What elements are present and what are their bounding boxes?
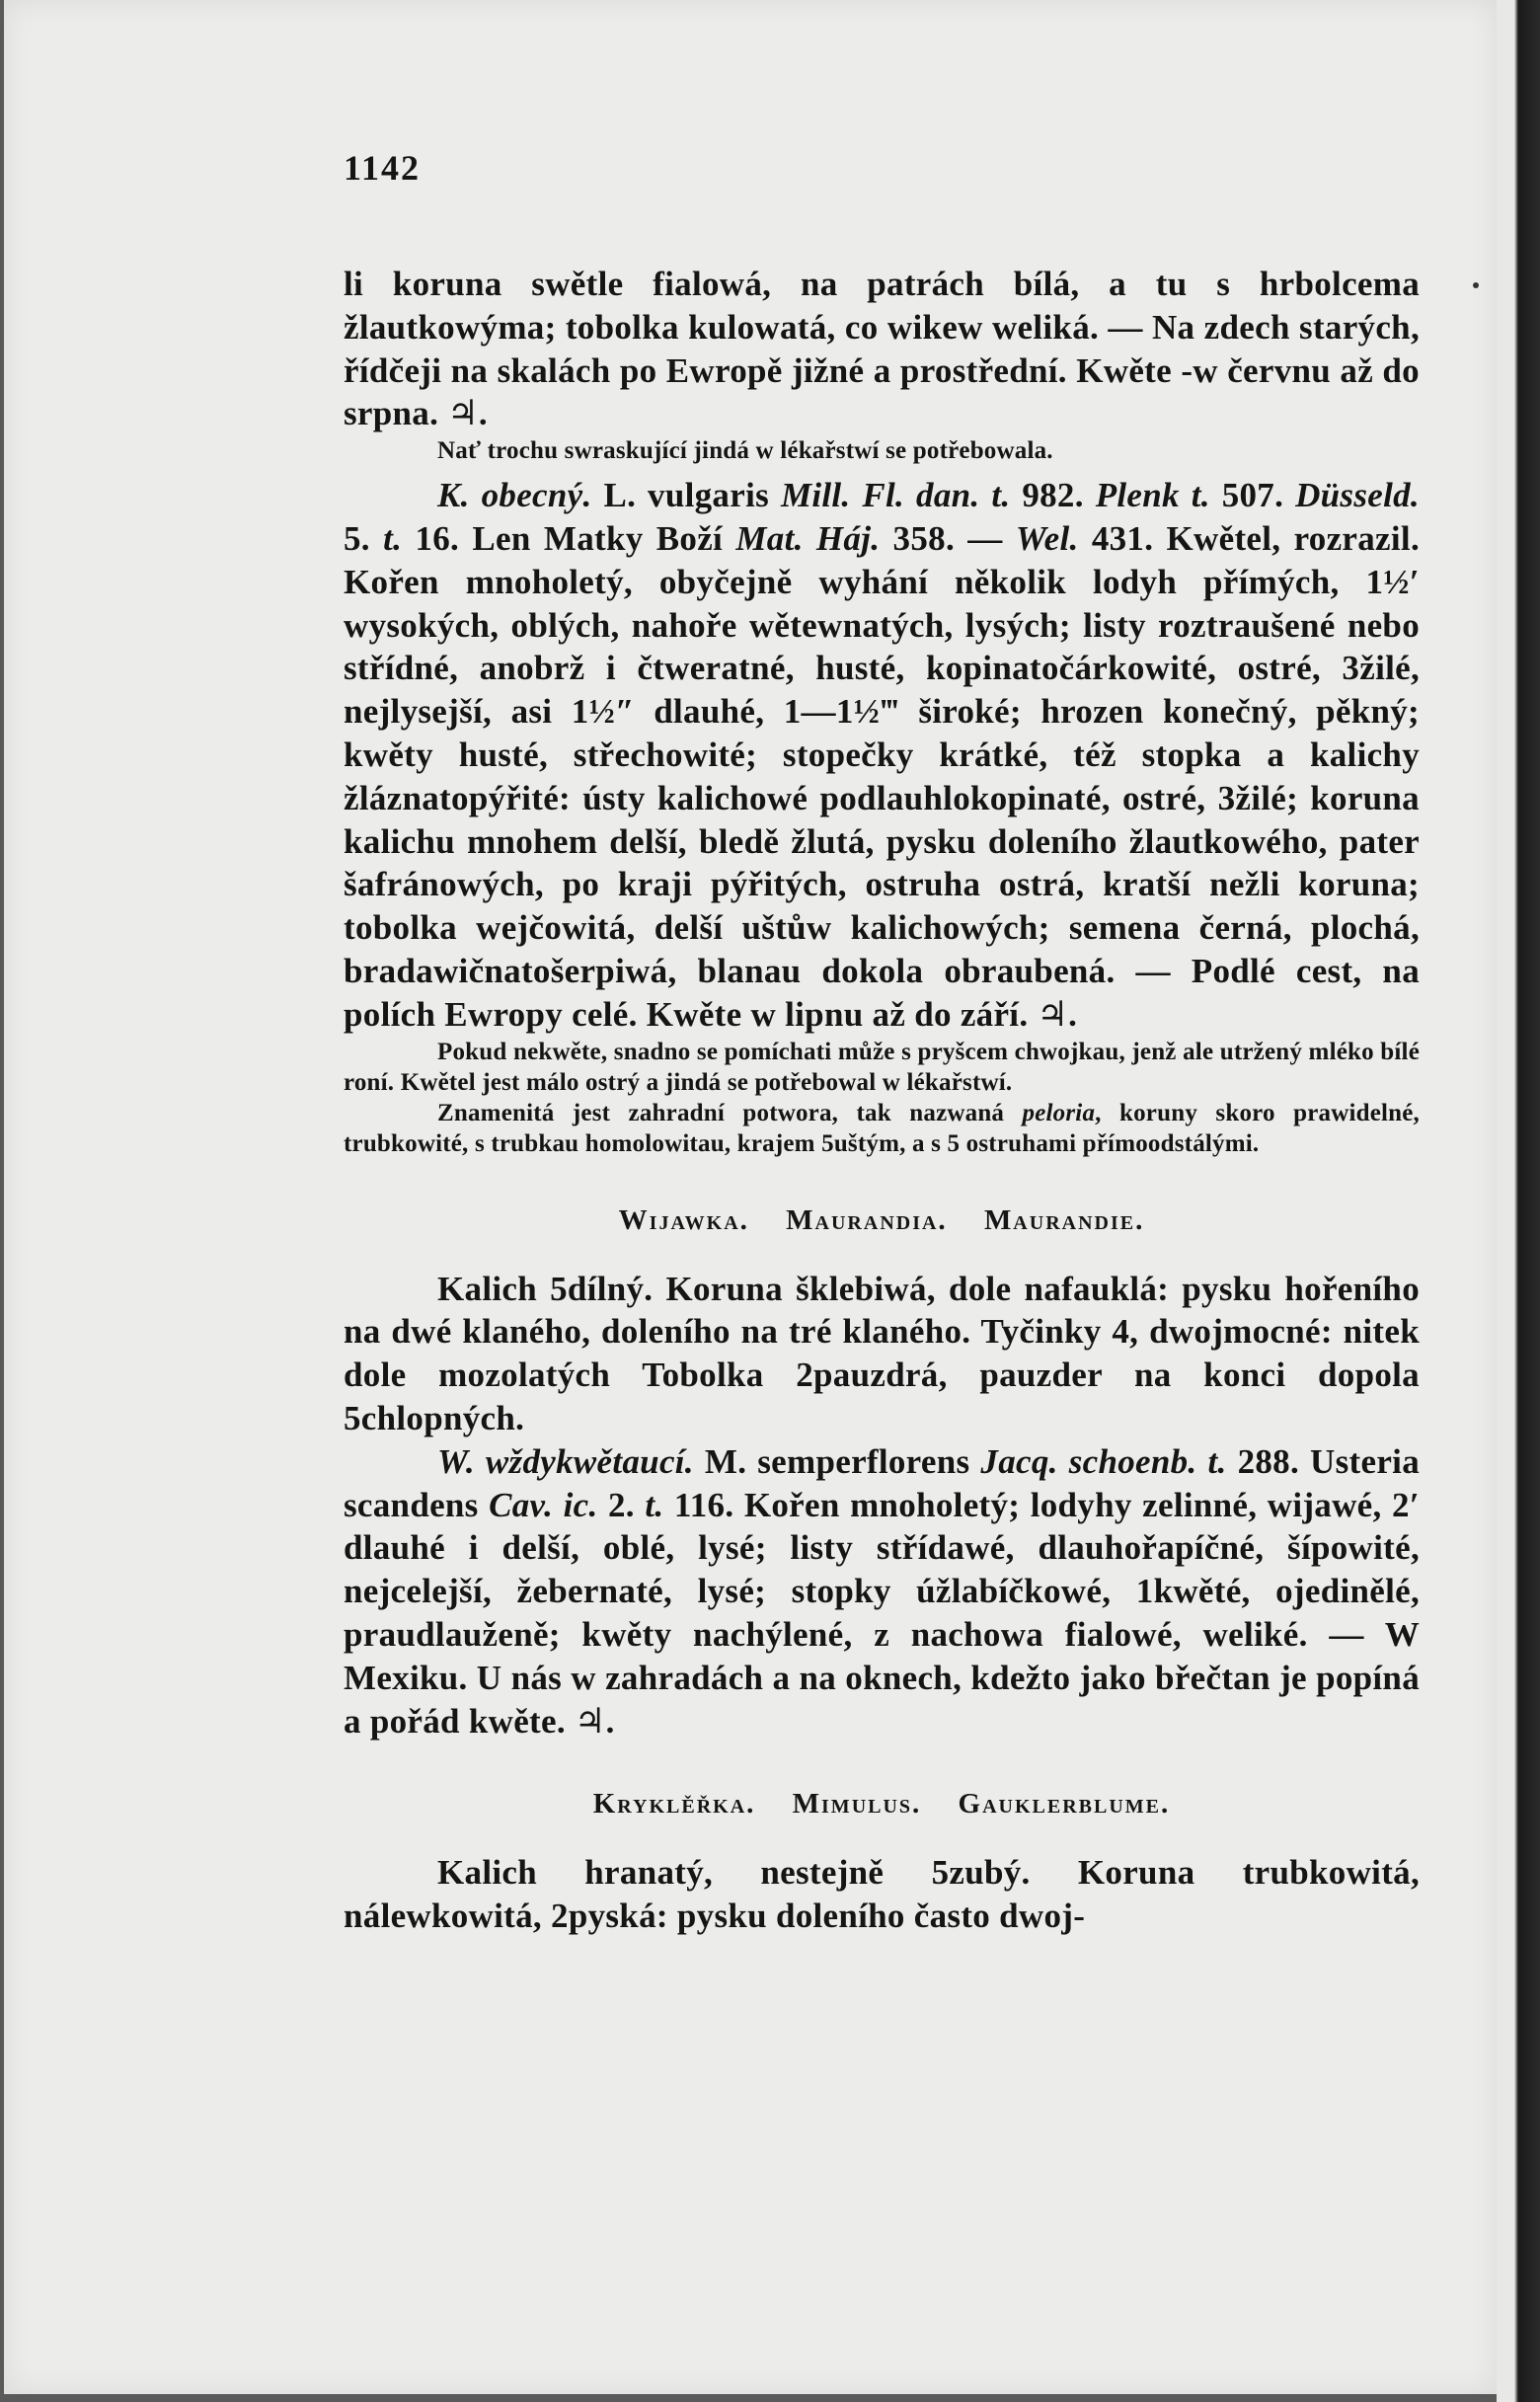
page-number: 1142 xyxy=(344,148,422,188)
paragraph-linaria-end: li koruna swětle fialowá, na patrách bílá, a tu s hrbolcema žlautkowýma; tobolka kulowatá, co wikew weliká. — Na zdech starých, řídčeji na skalách po Ewropě jižné a prostřední. Kwěte -w červnu až do srpna. ♃. xyxy=(344,265,1420,433)
species-name: W. wždykwětaucí. xyxy=(437,1441,694,1481)
genus-heading-maurandia: Wijawka. Maurandia. Maurandie. xyxy=(618,1203,1145,1236)
paper-speck xyxy=(1473,282,1479,288)
paragraph-linaria-vulgaris: K. obecný. L. vulgaris Mill. Fl. dan. t. 982. Plenk t. 507. Düsseld. 5. t. 16. Len Matky Boží Mat. Háj. 358. — Wel. 431. Kwětel, rozrazil. Kořen mnoholetý, obyčejně wyhání několik lodyh přímých, 1½′ wysokých, oblých, nahoře wětewnatých, lysých; listy roztraušené nebo střídné, anobrž i čtweratné, husté, kopinatočárkowité, ostré, 3žilé, nejlysejší, asi 1½″ dlauhé, 1—1½‴ široké; hrozen konečný, pěkný; kwěty husté, střechowité; stopečky krátké, též stopka a kalichy žláznatopýřité: ústy kalichowé podlauhlokopinaté, ostré, 3žilé; koruna kalichu mnohem delší, bledě žlutá, pysku doleního žlautkowého, pater šafránowých, po kraji pýřitých, ostruha ostrá, kratší nežli koruna; tobolka wejčowitá, delší uštůw kalichowých; semena černá, plochá, bradawičnatošerpiwá, blanau dokola obraubená. — Podlé cest, na polích Ewropy celé. Kwěte w lipnu až do září. ♃. xyxy=(344,476,1420,1034)
note-pryšec-confusion: Pokud nekwěte, snadno se pomíchati může s pryšcem chwojkau, jenž ale utržený mléko bílé roní. Kwětel jest málo ostrý a jindá se potřebowal w lékařstwí. xyxy=(344,1038,1420,1096)
page-edge-shadow xyxy=(1497,0,1540,2402)
page-content xyxy=(344,148,1420,1938)
paragraph-maurandia-species: W. wždykwětaucí. M. semperflorens Jacq. schoenb. t. 288. Usteria scandens Cav. ic. 2. t. 116. Kořen mnoholetý; lodyhy zelinné, wijawé, 2′ dlauhé i delší, oblé, lysé; listy střídawé, dlauhořapíčné, šípowité, nejcelejší, žebernaté, lysé; stopky úžlabíčkowé, 1kwěté, ojedinělé, praudlauženě; kwěty nachýlené, z nachowa fialowé, weliké. — W Mexiku. U nás w zahradách a na oknech, kdežto jako břečtan je popíná a pořád kwěte. ♃. xyxy=(344,1441,1420,1741)
note-peloria: Znamenitá jest zahradní potwora, tak nazwaná peloria, koruny skoro prawidelné, trubkowité, s trubkau homolowitau, krajem 5uštým, a s 5 ostruhami přímoodstálými. xyxy=(344,1099,1420,1157)
note-linaria-use: Nať trochu swraskující jindá w lékařstwí se potřebowala. xyxy=(437,437,1053,465)
paragraph-maurandia-genus: Kalich 5dílný. Koruna šklebiwá, dole nafauklá: pysku hořeního na dwé klaného, doleního na tré klaného. Tyčinky 4, dwojmocné: nitek dole mozolatých Tobolka 2pauzdrá, pauzder na konci dopola 5chlopných. xyxy=(344,1269,1420,1437)
genus-heading-mimulus: Kryklěřka. Mimulus. Gauklerblume. xyxy=(592,1788,1171,1821)
paragraph-mimulus-genus: Kalich hranatý, nestejně 5zubý. Koruna trubkowitá, nálewkowitá, 2pyská: pysku doleního často dwoj- xyxy=(344,1853,1420,1936)
species-name: K. obecný. xyxy=(437,476,592,515)
peloria-term: peloria xyxy=(1022,1099,1096,1126)
